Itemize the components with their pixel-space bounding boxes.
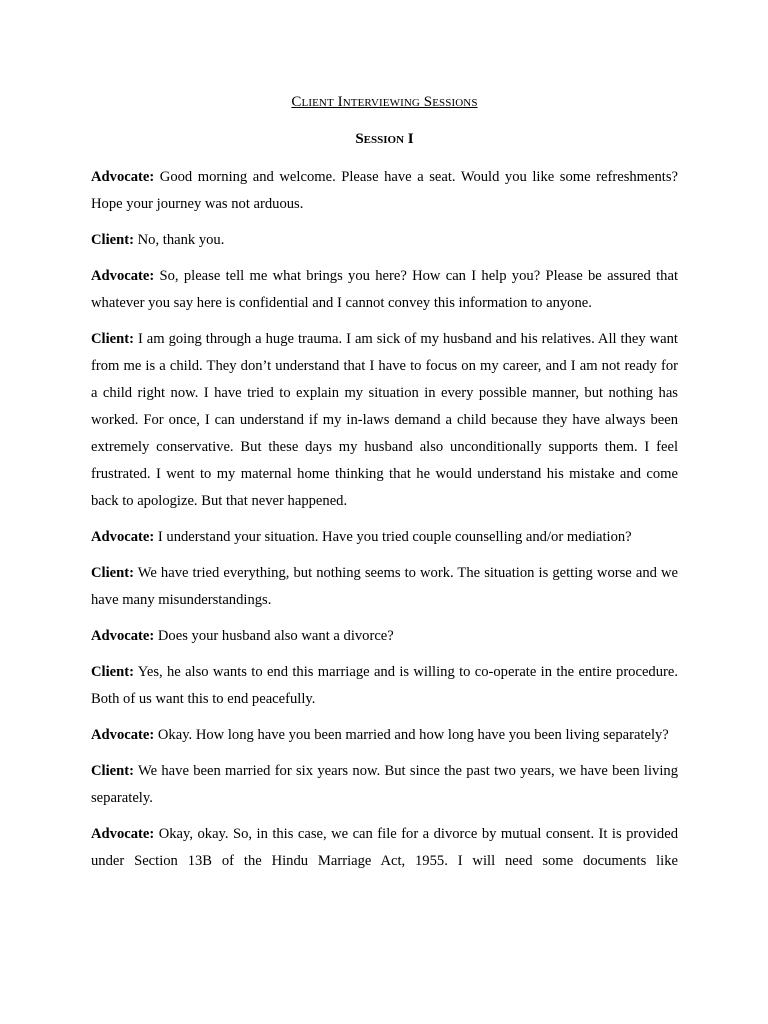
speaker-label: Advocate: [91, 727, 155, 743]
speaker-label: Client: [91, 664, 134, 680]
session-heading: Session I [355, 131, 414, 147]
dialogue-text: Does your husband also want a divorce? [157, 628, 394, 644]
speaker-label: Advocate: [91, 628, 155, 644]
dialogue-text: So, please tell me what brings you here? How can I help you? Please be assured that whatever you say here is confidential and I cannot convey this information to anyone. [91, 268, 678, 311]
document-title [91, 93, 678, 111]
dialogue-text: Okay, okay. So, in this case, we can file for a divorce by mutual consent. It is provided under Section 13B of the Hindu Marriage Act, 1955. I will need some documents like [91, 826, 678, 869]
document-title-text: Client Interviewing Sessions [291, 94, 478, 110]
dialogue-text: I understand your situation. Have you tried couple counselling and/or mediation? [157, 529, 632, 545]
dialogue-paragraph [91, 560, 678, 614]
dialogue-text: Okay. How long have you been married and how long have you been living separately? [157, 727, 669, 743]
dialogue-text: Good morning and welcome. Please have a seat. Would you like some refreshments? Hope your journey was not arduous. [91, 169, 679, 212]
dialogue-paragraph [91, 326, 678, 515]
dialogue-paragraph [91, 821, 678, 875]
dialogue-paragraph [91, 623, 678, 650]
speaker-label: Advocate: [91, 529, 155, 545]
dialogue-paragraph [91, 164, 678, 218]
speaker-label: Advocate: [91, 826, 155, 842]
dialogue-paragraph [91, 659, 678, 713]
dialogue-paragraph [91, 722, 678, 749]
dialogue-text: I am going through a huge trauma. I am sick of my husband and his relatives. All they want from me is a child. They don’t understand that I have to focus on my career, and I am not ready for a child right now. I have tried to explain my situation in every possible manner, but nothing has worked. For once, I can understand if my in-laws demand a child because they have always been extremely conservative. But these days my husband also unconditionally supports them. I feel frustrated. I went to my maternal home thinking that he would understand his mistake and come back to apologize. But that never happened. [91, 331, 678, 509]
document-page [91, 0, 678, 1024]
dialogue-paragraph [91, 227, 678, 254]
speaker-label: Advocate: [91, 268, 155, 284]
dialogue-paragraph [91, 524, 678, 551]
dialogue-text: No, thank you. [137, 232, 225, 248]
speaker-label: Advocate: [91, 169, 155, 185]
dialogue-text: We have been married for six years now. But since the past two years, we have been living separately. [91, 763, 678, 806]
speaker-label: Client: [91, 232, 134, 248]
dialogue-transcript [91, 164, 678, 884]
dialogue-text: We have tried everything, but nothing seems to work. The situation is getting worse and we have many misunderstandings. [91, 565, 678, 608]
dialogue-text: Yes, he also wants to end this marriage and is willing to co-operate in the entire procedure. Both of us want this to end peacefully. [91, 664, 679, 707]
speaker-label: Client: [91, 763, 134, 779]
speaker-label: Client: [91, 565, 134, 581]
dialogue-paragraph [91, 263, 678, 317]
dialogue-paragraph [91, 758, 678, 812]
speaker-label: Client: [91, 331, 134, 347]
